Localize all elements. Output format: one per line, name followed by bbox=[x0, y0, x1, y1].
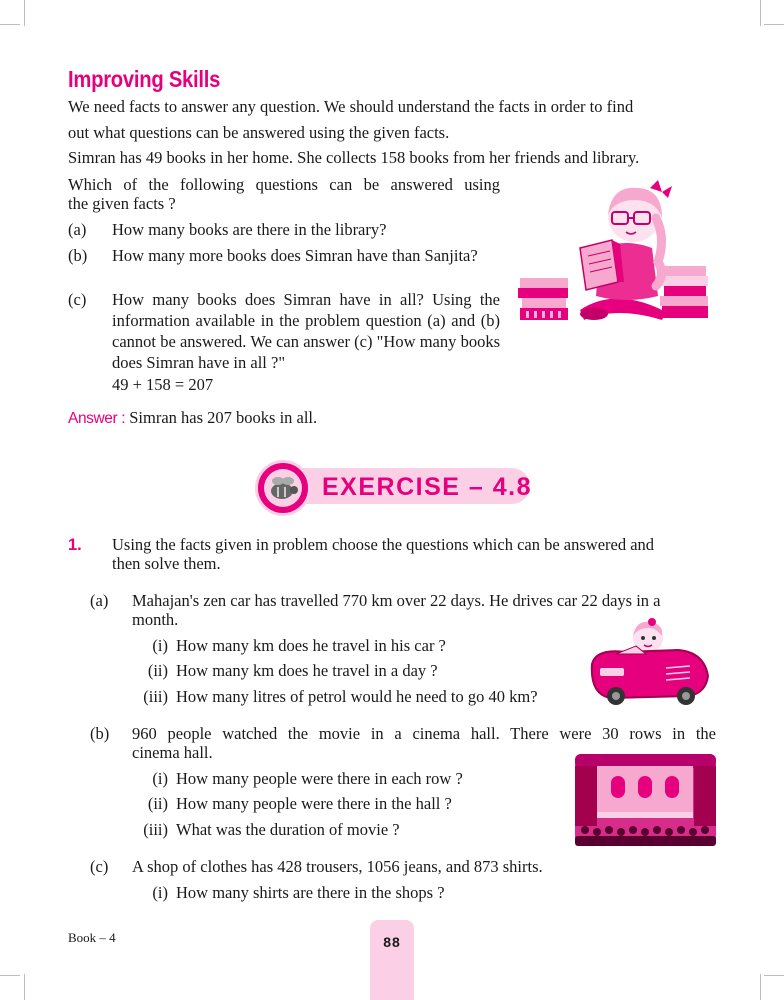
intro-line: We need facts to answer any question. We should understand the facts in order to find bbox=[68, 97, 634, 116]
page-number-tab bbox=[370, 920, 414, 1000]
sub-label: (iii) bbox=[143, 687, 168, 706]
crop-mark bbox=[760, 974, 761, 1000]
cinema-hall-illustration bbox=[575, 754, 716, 846]
section-heading: Improving Skills bbox=[68, 66, 221, 92]
crop-mark bbox=[24, 974, 25, 1000]
part-text: Mahajan's zen car has travelled 770 km over 22 days. He drives car 22 days in a bbox=[132, 591, 661, 610]
part-text: 960 people watched the movie in a cinema hall. There were 30 rows in the bbox=[132, 724, 716, 743]
sub-label: (ii) bbox=[147, 661, 168, 680]
intro-line: the given facts ? bbox=[68, 194, 176, 213]
sub-label: (i) bbox=[152, 883, 168, 902]
question-label: (a) bbox=[68, 220, 87, 239]
sub-label: (i) bbox=[152, 769, 168, 788]
sub-text: How many km does he travel in his car ? bbox=[176, 636, 446, 655]
question-text: How many books does Simran have in all? Using the information available in the problem question (a) and (b) cannot be answered. We can answer (c) "How many books does Simran have in all ?" bbox=[112, 290, 500, 372]
crop-mark bbox=[764, 975, 784, 976]
sub-text: What was the duration of movie ? bbox=[176, 820, 400, 839]
crop-mark bbox=[0, 975, 20, 976]
book-label: Book – 4 bbox=[68, 930, 116, 945]
part-text: A shop of clothes has 428 trousers, 1056 jeans, and 873 shirts. bbox=[132, 857, 543, 876]
sub-text: How many litres of petrol would he need to go 40 km? bbox=[176, 687, 538, 706]
page-number: 88 bbox=[383, 934, 401, 950]
answer-label: Answer : bbox=[68, 410, 126, 427]
question-text: How many more books does Simran have than Sanjita? bbox=[112, 246, 478, 265]
question-text: How many books are there in the library? bbox=[112, 220, 387, 239]
answer bbox=[68, 407, 317, 430]
crop-mark bbox=[24, 0, 25, 26]
exercise-number: 1. bbox=[68, 536, 82, 554]
intro-line: Simran has 49 books in her home. She collects 158 books from her friends and library. bbox=[68, 148, 640, 167]
sub-text: How many shirts are there in the shops ? bbox=[176, 883, 445, 902]
equation: 49 + 158 = 207 bbox=[112, 375, 214, 394]
part-text: month. bbox=[132, 610, 179, 629]
part-text: cinema hall. bbox=[132, 743, 213, 762]
sub-text: How many km does he travel in a day ? bbox=[176, 661, 438, 680]
exercise-line: Using the facts given in problem choose the questions which can be answered and bbox=[112, 535, 655, 554]
girl-reading-books-illustration bbox=[516, 178, 712, 324]
sub-text: How many people were there in each row ? bbox=[176, 769, 463, 788]
intro-line: out what questions can be answered using the given facts. bbox=[68, 123, 450, 142]
boy-in-car-illustration bbox=[586, 616, 712, 706]
crop-mark bbox=[764, 24, 784, 25]
sub-text: How many people were there in the hall ? bbox=[176, 794, 452, 813]
bee-badge-icon bbox=[255, 460, 311, 516]
answer-text: Simran has 207 books in all. bbox=[129, 408, 318, 427]
sub-label: (iii) bbox=[143, 820, 168, 839]
sub-label: (i) bbox=[152, 636, 168, 655]
part-label: (c) bbox=[90, 857, 109, 876]
exercise-line: then solve them. bbox=[112, 554, 221, 573]
question-label: (b) bbox=[68, 246, 88, 265]
intro-line: Which of the following questions can be answered using bbox=[68, 175, 500, 194]
exercise-title: EXERCISE – 4.8 bbox=[322, 473, 532, 501]
crop-mark bbox=[0, 24, 20, 25]
question-label: (c) bbox=[68, 290, 87, 309]
crop-mark bbox=[760, 0, 761, 26]
part-label: (a) bbox=[90, 591, 109, 610]
part-label: (b) bbox=[90, 724, 110, 743]
bee-icon bbox=[258, 463, 308, 513]
sub-label: (ii) bbox=[147, 794, 168, 813]
